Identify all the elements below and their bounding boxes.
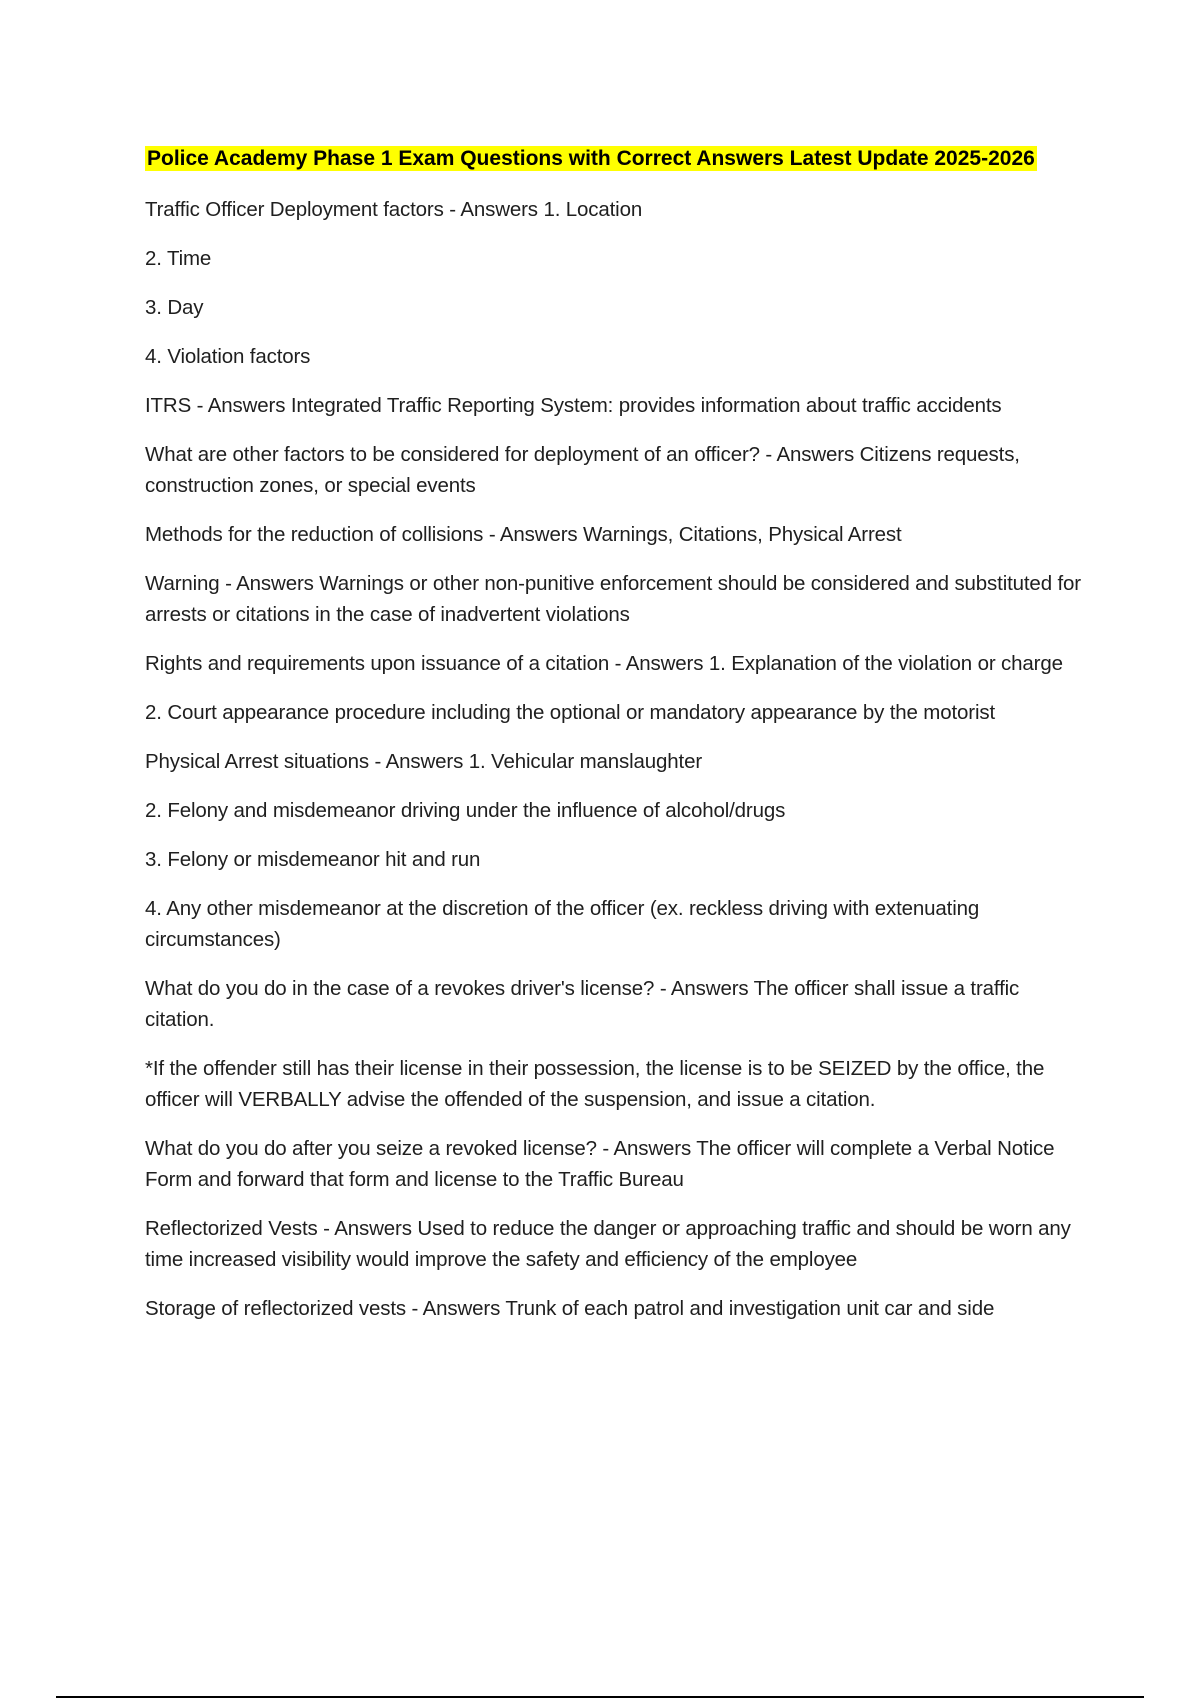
paragraph: What do you do in the case of a revokes driver's license? - Answers The officer shall issue a traffic citation. (145, 977, 1020, 1031)
paragraph: Storage of reflectorized vests - Answers Trunk of each patrol and investigation unit car and side (145, 1297, 995, 1320)
paragraph: 3. Day (145, 296, 204, 319)
paragraph: 2. Court appearance procedure including the optional or mandatory appearance by the motorist (145, 701, 996, 724)
paragraph: 4. Violation factors (145, 345, 311, 368)
document-title (145, 145, 1037, 173)
paragraph: Physical Arrest situations - Answers 1. Vehicular manslaughter (145, 750, 702, 773)
title-highlight: Police Academy Phase 1 Exam Questions with Correct Answers Latest Update 2025-2026 (147, 147, 1035, 170)
paragraph: ITRS - Answers Integrated Traffic Reporting System: provides information about traffic accidents (145, 394, 1002, 417)
page-bottom-rule (56, 1696, 1144, 1698)
paragraph: Rights and requirements upon issuance of a citation - Answers 1. Explanation of the violation or charge (145, 652, 1063, 675)
paragraph: Reflectorized Vests - Answers Used to reduce the danger or approaching traffic and should be worn any time increased visibility would improve the safety and efficiency of the employee (145, 1217, 1071, 1271)
paragraph: 3. Felony or misdemeanor hit and run (145, 848, 481, 871)
paragraph: 4. Any other misdemeanor at the discretion of the officer (ex. reckless driving with extenuating circumstances) (145, 897, 980, 951)
paragraph: *If the offender still has their license in their possession, the license is to be SEIZED by the office, the officer will VERBALLY advise the offended of the suspension, and issue a citation. (145, 1057, 1045, 1111)
paragraph: What do you do after you seize a revoked license? - Answers The officer will complete a Verbal Notice Form and forward that form and license to the Traffic Bureau (145, 1137, 1055, 1191)
paragraph: Traffic Officer Deployment factors - Answers 1. Location (145, 198, 643, 221)
paragraph: Methods for the reduction of collisions - Answers Warnings, Citations, Physical Arrest (145, 523, 902, 546)
paragraph: 2. Time (145, 247, 212, 270)
paragraph: What are other factors to be considered for deployment of an officer? - Answers Citizens requests, construction zones, or special events (145, 443, 1020, 497)
paragraph: 2. Felony and misdemeanor driving under the influence of alcohol/drugs (145, 799, 786, 822)
document-body (145, 194, 1085, 1342)
paragraph: Warning - Answers Warnings or other non-punitive enforcement should be considered and substituted for arrests or citations in the case of inadvertent violations (145, 572, 1081, 626)
